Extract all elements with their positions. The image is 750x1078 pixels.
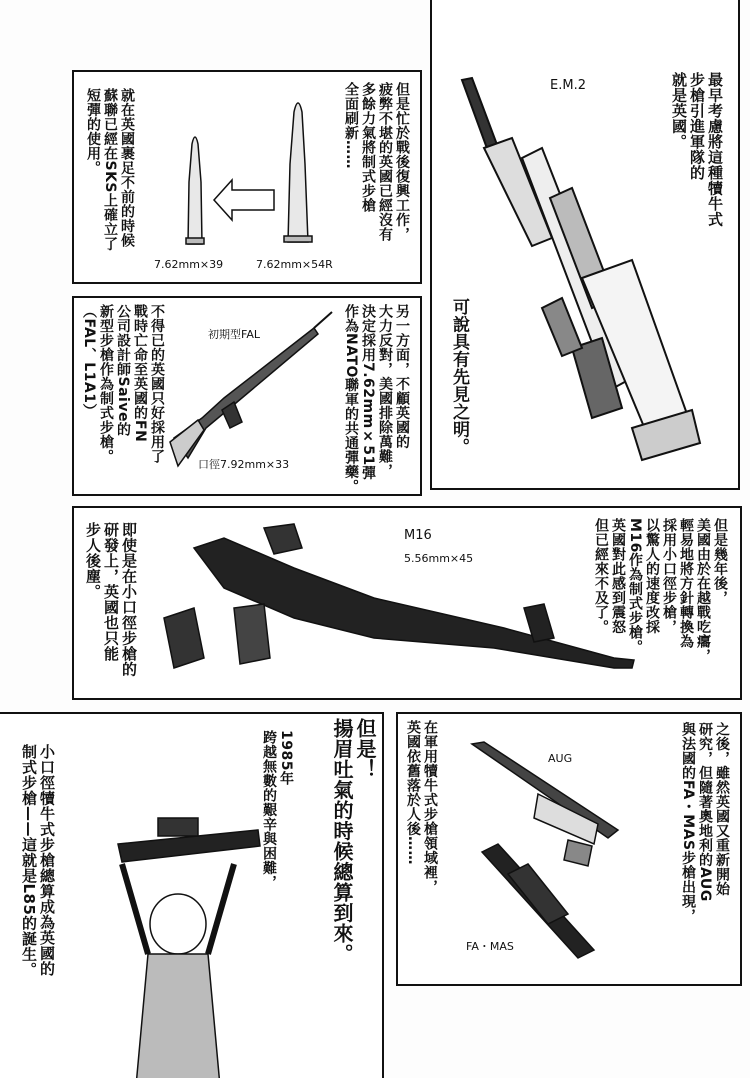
panel-m16 [72, 506, 742, 700]
triumph-narration: 但是！ 揚眉吐氣的時候總算到來。 [330, 718, 377, 964]
panel-aug-famas [396, 712, 742, 986]
famas-label: FA・MAS [466, 940, 514, 953]
panel-cartridges [72, 70, 422, 284]
aug-famas-narration: 之後，雖然英國又重新開始 研究，但隨著奧地利的AUG 與法國的FA・MAS步槍出現， [680, 722, 730, 924]
fal-label: 初期型FAL [208, 328, 260, 341]
m16-label: M16 [404, 528, 432, 543]
em2-narration: 最早考慮將這種犢牛式 步槍引進軍隊的 就是英國。 [670, 72, 724, 227]
soldier-character-drawing [0, 714, 382, 1078]
m16-narration: 但是幾年後， 美國由於在越戰吃癟， 輕易地將方針轉換為 採用小口徑步槍， 以驚人的速度改採 M16作為制式步槍。 英國對此感到震怒 但已經來不及了。 [593, 518, 728, 663]
l85-narration: 小口徑犢牛式步槍總算成為英國的 制式步槍——這就是L85的誕生。 [20, 744, 56, 978]
fal-caliber-label: 口徑7.92mm×33 [198, 458, 290, 471]
panel-em2 [430, 0, 740, 490]
fal-rifle-drawing [74, 298, 420, 494]
cartridge-narration-a: 但是忙於戰後復興工作， 疲弊不堪的英國已經沒有 多餘力氣將制式步槍 全面刷新…… [343, 82, 410, 242]
m16-follow-narration: 即使是在小口徑步槍的 研發上，英國也只能 步人後塵。 [84, 522, 138, 677]
em2-label: E.M.2 [550, 78, 586, 93]
cartridge-label-short: 7.62mm×39 [154, 258, 224, 271]
m16-caliber-label: 5.56mm×45 [404, 552, 474, 565]
fal-narration: 不得已的英國只好採用了 戰時亡命至英國的FN 公司設計師Saive的 新型步槍作為制式步槍。 （FAL、L1A1） [81, 304, 165, 464]
cartridge-label-long: 7.62mm×54R [256, 258, 333, 271]
cartridge-narration-b: 就在英國裹足不前的時候 蘇聯已經在SKS上確立了 短彈的使用。 [85, 88, 135, 252]
panel-l85 [0, 712, 384, 1078]
cartridge-drawing [74, 72, 420, 282]
panel-fal [72, 296, 422, 496]
year-narration: 1985年 跨越無數的艱辛與困難， [261, 730, 294, 890]
foresight-caption: 可說具有先見之明。 [449, 298, 469, 456]
nato-narration: 另一方面，不顧英國的 大力反對，美國排除萬難， 決定採用7.62mm×51彈 作為NATO聯軍的共通彈藥。 [343, 304, 410, 494]
em2-rifle-drawing [432, 0, 738, 488]
aug-label: AUG [548, 752, 573, 765]
behind-narration: 在軍用犢牛式步槍領域裡， 英國依舊落於人後…… [405, 720, 438, 894]
aug-famas-drawing [398, 714, 740, 984]
m16-rifle-drawing [74, 508, 740, 698]
